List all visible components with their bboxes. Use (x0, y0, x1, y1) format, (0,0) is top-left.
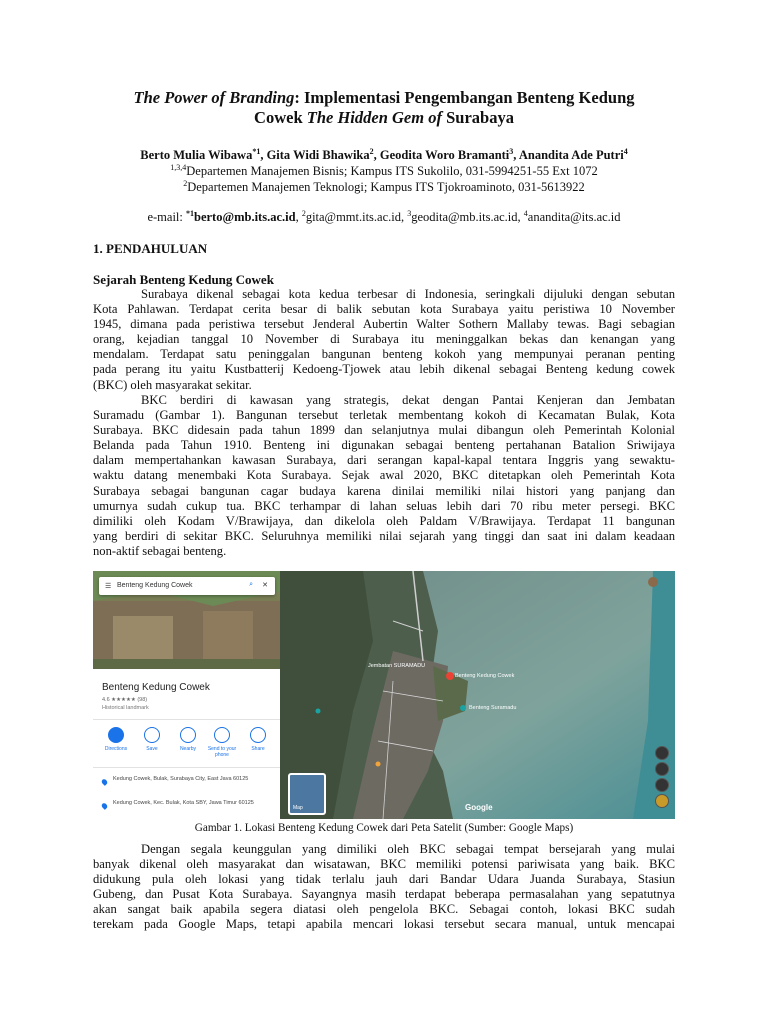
paragraph-1 (93, 287, 675, 393)
place-rating[interactable]: 4.6 ★★★★★ (98) (102, 697, 148, 703)
poi-marker-1[interactable] (316, 709, 321, 714)
email-4-sup: 4 (523, 208, 528, 218)
layer-toggle-label: Map (293, 805, 303, 811)
search-input[interactable]: Benteng Kedung Cowek (117, 582, 193, 589)
email-2-sup: 2 (301, 208, 306, 218)
para3-line: Gubeng, dan Pusat Kota Surabaya. Sayangnya masih terdapat beberapa permasalahan yang sepatutnya (93, 887, 675, 902)
poi-marker-2[interactable] (376, 762, 381, 767)
author-4: , Anandita Ade Putri (513, 148, 624, 162)
search-icon[interactable]: ⌕ (249, 581, 253, 588)
para1-line: mendalam. Terdapat satu peninggalan bangunan benteng kokoh yang mempunyai peranan penting (93, 347, 675, 362)
para1-line: 1945, dimana pada peristiwa tersebut Jenderal Aubertin Walter Sothern Mallaby tewas. Bagi sebagian (93, 317, 675, 332)
zoom-in-icon[interactable] (655, 762, 669, 776)
para2-line: Suramadu (Gambar 1). Bangunan tersebut terletak membentang kokoh di Kecamatan Bulak, Kota (93, 408, 675, 423)
author-3: , Geodita Woro Bramanti (373, 148, 510, 162)
figure-caption: Gambar 1. Lokasi Benteng Kedung Cowek dari Peta Satelit (Sumber: Google Maps) (194, 822, 574, 834)
email-4[interactable]: anandita@its.ac.id (527, 210, 621, 224)
affiliation-2-sup: 2 (183, 178, 188, 188)
para2-line: yang berdiri di sekitar BKC. Seluruhnya memiliki nilai sejarah yang tinggi dan saat ini dalam keadaan (93, 528, 675, 543)
para2-line: umurnya sudah cukup tua. BKC terhampar di lahan seluas lebih dari 70 ribu meter persegi. BKC (93, 498, 675, 513)
email-3[interactable]: geodita@mb.its.ac.id (411, 210, 518, 224)
author-4-sup: 4 (623, 146, 628, 156)
section-heading: 1. PENDAHULUAN (93, 241, 208, 256)
affiliation-1-sup: 1,3,4 (170, 162, 187, 172)
paragraph-2 (93, 393, 675, 559)
title-part-1: The Power of Branding (133, 88, 295, 107)
para2-line: dimiliki oleh Kodam V/Brawijaya, dan dikelola oleh Paldam V/Brawijaya. Terdapat 11 bangunan (93, 513, 675, 528)
map-label-marker-2: Benteng Suramadu (469, 705, 517, 711)
author-list (93, 148, 675, 163)
directions-button[interactable]: Directions (99, 727, 133, 752)
paper-title (93, 88, 675, 128)
close-icon[interactable]: ✕ (262, 582, 268, 589)
para3-line: akan sangat baik apabila segera diatasi oleh pengelola BKC. Sebagai contoh, lokasi BKC sudah (93, 902, 675, 917)
para2-line: non-aktif sebagai benteng. (93, 543, 227, 558)
figure-map-screenshot (93, 571, 675, 819)
address-pin-icon-2 (101, 802, 109, 810)
address-1[interactable]: Kedung Cowek, Bulak, Surabaya City, East Java 60125 (113, 776, 249, 782)
author-2: , Gita Widi Bhawika (260, 148, 370, 162)
paragraph-3 (93, 842, 675, 933)
email-1-sup: *1 (186, 208, 194, 218)
para1-line: (BKC) oleh masyarakat sekitar. (93, 377, 252, 392)
para2-line: Surabaya. BKC didesain pada tahun 1899 dan selanjutnya mulai dibangun oleh Pemerintah Kolonial (93, 423, 675, 438)
location-marker-red[interactable] (446, 672, 454, 680)
divider-2 (93, 767, 280, 768)
para2-line: BKC berdiri di kawasan yang strategis, dekat dengan Pantai Kenjeran dan Jembatan (141, 393, 675, 407)
author-1-sup: *1 (252, 146, 261, 156)
address-pin-icon (101, 778, 109, 786)
share-button[interactable]: Share (241, 727, 275, 752)
share-icon (250, 727, 266, 743)
location-marker-teal[interactable] (460, 705, 466, 711)
address-2[interactable]: Kedung Cowek, Kec. Bulak, Kota SBY, Jawa Timur 60125 (113, 800, 254, 806)
place-name: Benteng Kedung Cowek (102, 682, 210, 693)
nearby-icon (180, 727, 196, 743)
para1-line: Kota Pahlawan. Terdapat cerita besar di balik sebutan kota Surabaya yaitu peristiwa 10 November (93, 302, 675, 317)
para1-line: Surabaya dikenal sebagai kota kedua terbesar di Indonesia, seringkali dijuluki dengan sebutan (141, 287, 675, 301)
email-1[interactable]: berto@mb.its.ac.id (194, 210, 296, 224)
affiliation-1 (93, 164, 675, 179)
para3-line: Dengan segala keunggulan yang dimiliki oleh BKC sebagai tempat bersejarah yang mulai (141, 842, 675, 856)
author-1: Berto Mulia Wibawa (140, 148, 253, 162)
para2-line: Belanda pada Tahun 1910. Benteng ini digunakan sebagai benteng pertahanan Batalion Sriwijaya (93, 438, 675, 453)
pegman-icon[interactable] (655, 794, 669, 808)
action-row (97, 727, 277, 763)
directions-icon (108, 727, 124, 743)
send-to-phone-button[interactable]: Send to your phone (205, 727, 239, 758)
para2-line: dalam mempertahankan kawasan Surabaya, dari serangan kapal-kapal tentara Inggris yang sewaktu- (93, 453, 675, 468)
email-line: e-mail: $^{*1}$berto@mb.its.ac.id, $^2$gita@mmt.its.ac.id, $^3$geodita@mb.its.ac.id, $^4$anandita@its.ac.id (147, 208, 621, 224)
bookmark-icon (144, 727, 160, 743)
para3-line: didukung pula oleh lokasi yang tidak terlalu jauh dari Bandar Udara Juanda Surabaya, Stasiun (93, 872, 675, 887)
zoom-out-icon[interactable] (655, 778, 669, 792)
author-2-sup: 2 (369, 146, 374, 156)
affiliation-2-text: Departemen Manajemen Teknologi; Kampus ITS Tjokroaminoto, 031-5613922 (187, 180, 585, 194)
map-label-bridge: Jembatan SURAMADU (368, 663, 426, 669)
title-part-3: Cowek (254, 108, 307, 127)
map-label-marker-1: Benteng Kedung Cowek (455, 673, 515, 679)
search-bar[interactable] (99, 577, 275, 595)
affiliation-1-text: Departemen Manajemen Bisnis; Kampus ITS Sukolilo, 031-5994251-55 Ext 1072 (186, 164, 598, 178)
affiliation-2 (93, 180, 675, 195)
para3-line: banyak dikenal oleh masyarakat dan wisatawan, BKC memiliki potensi pariwisata yang baik. BKC (93, 857, 675, 872)
title-part-5: Surabaya (441, 108, 514, 127)
para1-line: pada perang itu yaitu Kustbatterij Kedoeng-Tjowek atau lebih dikenal sebagai Benteng kedung cowek (93, 362, 675, 377)
search-menu-icon[interactable]: ☰ (105, 583, 112, 590)
layer-toggle[interactable] (288, 773, 326, 815)
title-part-4: The Hidden Gem of (306, 108, 442, 127)
google-logo: Google (465, 803, 493, 812)
subsection-heading: Sejarah Benteng Kedung Cowek (93, 272, 274, 287)
para1-line: orang, kejadian tanggal 10 November di Surabaya itu meninggalkan bekas dan kenangan yang (93, 332, 675, 347)
divider-1 (93, 719, 280, 720)
phone-icon (214, 727, 230, 743)
zoom-control-icon[interactable] (655, 746, 669, 760)
avatar-icon[interactable] (648, 577, 658, 587)
para2-line: Surabaya sebagai bangunan cagar budaya karena dinilai memiliki nilai histori yang panjang dan (93, 483, 675, 498)
place-type: Historical landmark (102, 705, 149, 711)
save-button[interactable]: Save (135, 727, 169, 752)
nearby-button[interactable]: Nearby (171, 727, 205, 752)
para2-line: waktu datang menembaki Kota Surabaya. Sejak awal 2020, BKC ditetapkan oleh Pemerintah Kota (93, 468, 675, 483)
para3-line: terekam pada Google Maps, tetapi apabila mencari lokasi tersebut secara manual, untuk mencapai (93, 917, 675, 932)
place-panel (93, 571, 280, 819)
email-2[interactable]: gita@mmt.its.ac.id (305, 210, 401, 224)
email-3-sup: 3 (407, 208, 412, 218)
author-3-sup: 3 (509, 146, 514, 156)
title-part-2: : Implementasi Pengembangan Benteng Kedung (294, 88, 635, 107)
email-label: e-mail: (147, 210, 186, 224)
